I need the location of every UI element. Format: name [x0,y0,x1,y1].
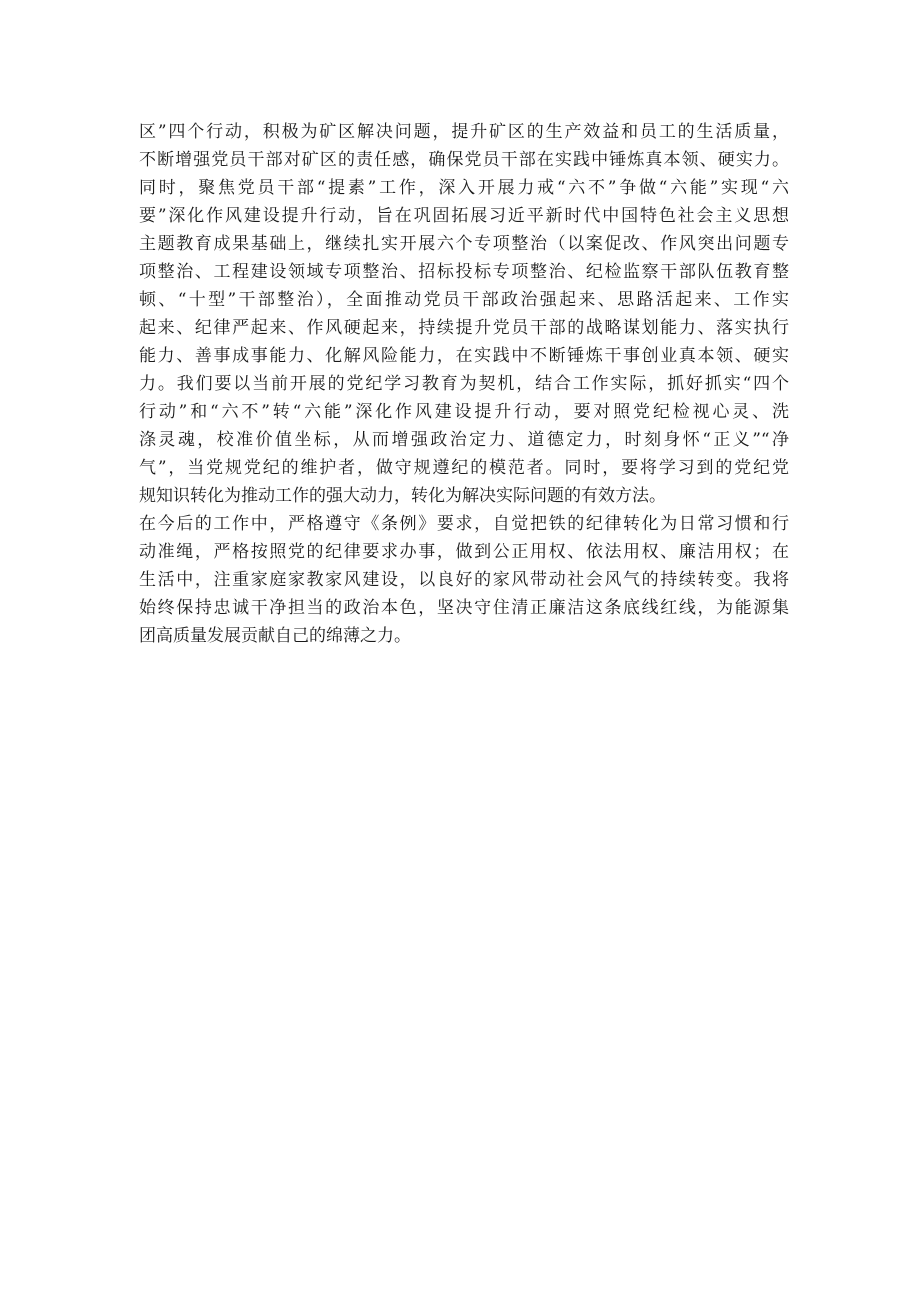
text-line: 主题教育成果基础上，继续扎实开展六个专项整治（以案促改、作风突出问题专 [139,234,789,254]
text-line: 项整治、工程建设领域专项整治、招标投标专项整治、纪检监察干部队伍教育整 [139,262,789,282]
text-line: 起来、纪律严起来、作风硬起来，持续提升党员干部的战略谋划能力、落实执行 [139,318,789,338]
text-line: 要”深化作风建设提升行动，旨在巩固拓展习近平新时代中国特色社会主义思想 [139,206,789,226]
text-line: 规知识转化为推动工作的强大动力，转化为解决实际问题的有效方法。 [139,486,666,506]
text-line: 能力、善事成事能力、化解风险能力，在实践中不断锤炼干事创业真本领、硬实 [139,346,789,366]
text-line: 动准绳，严格按照党的纪律要求办事，做到公正用权、依法用权、廉洁用权；在 [139,542,789,562]
text-line: 同时，聚焦党员干部“提素”工作，深入开展力戒“六不”争做“六能”实现“六 [139,178,789,198]
text-line: 力。我们要以当前开展的党纪学习教育为契机，结合工作实际，抓好抓实“四个 [139,374,789,394]
text-line: 生活中，注重家庭家教家风建设，以良好的家风带动社会风气的持续转变。我将 [139,570,789,590]
text-line: 始终保持忠诚干净担当的政治本色，坚决守住清正廉洁这条底线红线，为能源集 [139,598,789,618]
text-line: 行动”和“六不”转“六能”深化作风建设提升行动，要对照党纪检视心灵、洗 [139,402,789,422]
paragraph-2 [139,510,789,650]
text-line: 在今后的工作中，严格遵守《条例》要求，自觉把铁的纪律转化为日常习惯和行 [139,514,789,534]
text-line: 区”四个行动，积极为矿区解决问题，提升矿区的生产效益和员工的生活质量， [139,122,789,142]
paragraph-1 [139,118,789,510]
body-text [139,118,789,650]
text-line: 涤灵魂，校准价值坐标，从而增强政治定力、道德定力，时刻身怀“正义”“净 [139,430,789,450]
text-line: 气”，当党规党纪的维护者，做守规遵纪的模范者。同时，要将学习到的党纪党 [139,458,789,478]
text-line: 不断增强党员干部对矿区的责任感，确保党员干部在实践中锤炼真本领、硬实力。 [139,150,789,170]
text-line: 团高质量发展贡献自己的绵薄之力。 [139,626,411,646]
text-line: 顿、“十型”干部整治），全面推动党员干部政治强起来、思路活起来、工作实 [139,290,789,310]
